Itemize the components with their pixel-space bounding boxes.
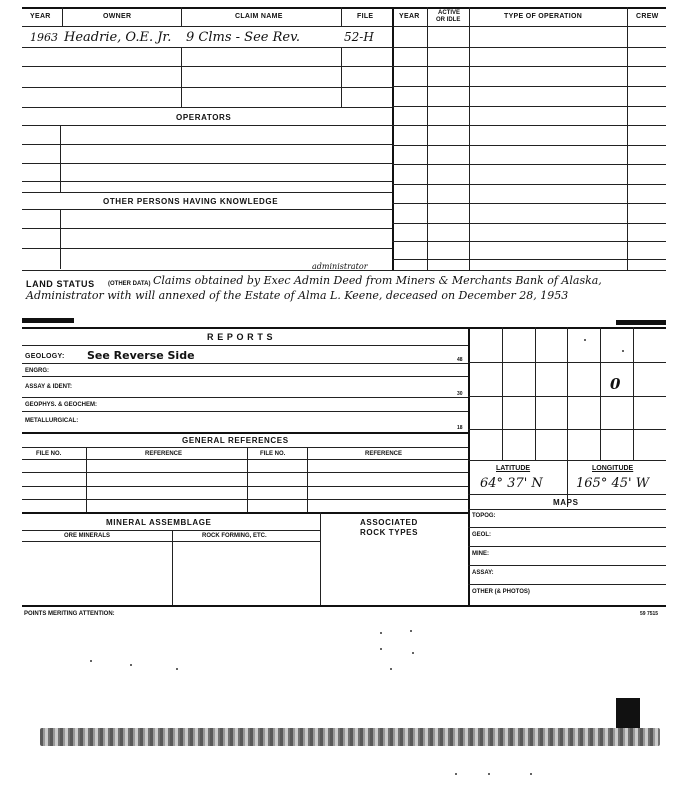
reports-top-rule <box>22 327 666 329</box>
header-active: ACTIVE <box>438 10 461 16</box>
land-status-line-1: Claims obtained by Exec Admin Deed from Miners & Merchants Bank of Alaska, <box>153 274 602 287</box>
row-rule <box>22 432 468 434</box>
maps-mine: MINE: <box>472 551 489 557</box>
associated-rock-types-2: ROCK TYPES <box>360 528 419 537</box>
col-file-no-2: FILE NO. <box>260 451 286 457</box>
col-divider <box>60 209 61 269</box>
scan-edge-smear <box>40 728 660 746</box>
col-reference-1: REFERENCE <box>145 451 183 457</box>
col-divider <box>247 447 248 512</box>
col-reference-2: REFERENCE <box>365 451 403 457</box>
grid-row <box>468 527 666 528</box>
latitude-label: LATITUDE <box>496 465 531 472</box>
longitude-label: LONGITUDE <box>592 465 634 472</box>
metallurgical-label: METALLURGICAL: <box>25 418 79 424</box>
row-rule <box>392 66 666 67</box>
grid-row <box>468 584 666 585</box>
row-rule <box>22 447 468 448</box>
ore-minerals-label: ORE MINERALS <box>64 533 111 539</box>
col-divider <box>172 530 173 605</box>
row-rule <box>22 107 392 108</box>
grid-col <box>600 327 601 460</box>
associated-rock-types-1: ASSOCIATED <box>360 518 418 527</box>
row-rule <box>22 248 392 249</box>
reports-title: R E P O R T S <box>207 332 274 342</box>
row-rule <box>22 192 392 193</box>
maps-topog: TOPOG: <box>472 513 496 519</box>
grid-col <box>633 327 634 460</box>
grid-col <box>502 327 503 460</box>
row-rule <box>22 376 468 377</box>
header-bottom-rule <box>22 26 666 27</box>
scan-speck <box>488 773 490 775</box>
scan-speck <box>412 652 414 654</box>
header-year-2: YEAR <box>399 13 420 20</box>
mineral-assemblage-title: MINERAL ASSEMBLAGE <box>106 518 212 527</box>
num-18: 18 <box>457 425 463 431</box>
row-rule <box>392 241 666 242</box>
points-label: POINTS MERITING ATTENTION: <box>24 611 115 617</box>
grid-row <box>468 362 666 363</box>
row-rule <box>22 472 468 473</box>
owner-entry-file: 52-H <box>344 30 374 44</box>
grid-row <box>468 429 666 430</box>
grid-row <box>468 509 666 510</box>
scan-speck <box>530 773 532 775</box>
row-rule <box>22 411 468 412</box>
col-divider <box>62 7 63 27</box>
row-rule <box>22 397 468 398</box>
owner-entry-year: 1963 <box>30 31 58 44</box>
geology-label: GEOLOGY: <box>25 353 65 360</box>
form-number: 59 7515 <box>640 611 659 617</box>
header-owner: OWNER <box>103 13 132 20</box>
maps-assay: ASSAY: <box>472 570 494 576</box>
maps-geol: GEOL: <box>472 532 491 538</box>
scan-speck <box>380 648 382 650</box>
row-rule <box>392 86 666 87</box>
row-rule <box>22 499 468 500</box>
row-rule <box>22 66 392 67</box>
col-divider <box>86 447 87 512</box>
header-crew: CREW <box>636 13 659 20</box>
header-year: YEAR <box>30 13 51 20</box>
col-divider <box>307 447 308 512</box>
scan-speck <box>176 668 178 670</box>
row-rule <box>392 106 666 107</box>
grid-col <box>535 327 536 460</box>
row-rule <box>392 184 666 185</box>
grid-dot <box>622 350 624 352</box>
row-rule <box>392 125 666 126</box>
row-rule <box>22 530 320 531</box>
row-rule <box>22 181 392 182</box>
land-status-annotation: administrator <box>312 262 368 271</box>
row-rule <box>392 203 666 204</box>
grid-dot <box>584 339 586 341</box>
row-rule <box>22 125 392 126</box>
col-divider <box>60 125 61 192</box>
owner-entry-claim-name: 9 Clms - See Rev. <box>186 30 301 45</box>
land-status-sublabel: (OTHER DATA) <box>108 281 151 287</box>
owner-entry-owner: Headrie, O.E. Jr. <box>64 30 172 45</box>
header-file: FILE <box>357 13 374 20</box>
num-48: 48 <box>457 357 463 363</box>
row-rule <box>22 228 392 229</box>
latitude-value: 64° 37' N <box>480 476 543 491</box>
maps-other: OTHER (& PHOTOS) <box>472 589 530 595</box>
col-divider <box>320 512 321 605</box>
geophys-label: GEOPHYS. & GEOCHEM: <box>25 402 98 408</box>
scan-speck <box>410 630 412 632</box>
row-rule <box>22 87 392 88</box>
num-30: 30 <box>457 391 463 397</box>
row-rule <box>22 459 468 460</box>
grid-row <box>468 546 666 547</box>
grid-row <box>468 494 666 495</box>
row-rule <box>22 209 392 210</box>
header-or-idle: OR IDLE <box>436 17 461 23</box>
header-type-of-operation: TYPE OF OPERATION <box>504 13 583 20</box>
row-rule <box>392 145 666 146</box>
mineral-bottom-rule <box>22 605 666 607</box>
row-rule <box>22 541 320 542</box>
row-rule <box>392 47 666 48</box>
operators-title: OPERATORS <box>176 113 232 122</box>
grid-marked-value: 0 <box>610 375 621 393</box>
top-border <box>22 7 666 9</box>
scan-speck <box>130 664 132 666</box>
land-status-label: LAND STATUS <box>26 279 95 289</box>
land-status-line-2: Administrator with will annexed of the Estate of Alma L. Keene, deceased on December 28, 1953 <box>26 289 569 302</box>
general-references-title: GENERAL REFERENCES <box>182 436 289 445</box>
col-divider <box>181 47 182 107</box>
col-divider <box>341 7 342 27</box>
grid-row <box>468 565 666 566</box>
maps-title: MAPS <box>553 498 579 507</box>
grid-left-border <box>468 327 470 605</box>
reports-right-bar <box>616 320 666 325</box>
assay-label: ASSAY & IDENT: <box>25 384 73 390</box>
row-rule <box>22 345 468 346</box>
row-rule <box>392 164 666 165</box>
row-rule <box>22 512 468 514</box>
row-rule <box>392 223 666 224</box>
row-rule <box>22 363 468 364</box>
col-divider <box>181 7 182 27</box>
other-persons-title: OTHER PERSONS HAVING KNOWLEDGE <box>103 197 279 206</box>
grid-row <box>468 396 666 397</box>
engrg-label: ENGRG: <box>25 368 49 374</box>
scan-speck <box>455 773 457 775</box>
col-divider <box>341 47 342 107</box>
reports-left-bar <box>22 318 74 323</box>
scan-speck <box>90 660 92 662</box>
scan-corner-mark <box>616 698 640 728</box>
col-file-no-1: FILE NO. <box>36 451 62 457</box>
longitude-value: 165° 45' W <box>576 476 650 491</box>
scan-speck <box>380 632 382 634</box>
row-rule <box>22 47 392 48</box>
scan-speck <box>390 668 392 670</box>
row-rule <box>22 486 468 487</box>
row-rule <box>22 144 392 145</box>
rock-forming-label: ROCK FORMING, ETC. <box>202 533 267 539</box>
row-rule <box>22 163 392 164</box>
geology-value: See Reverse Side <box>87 349 195 362</box>
header-claim-name: CLAIM NAME <box>235 13 283 20</box>
row-rule <box>392 259 666 260</box>
grid-row <box>468 460 666 461</box>
grid-col <box>567 327 568 507</box>
